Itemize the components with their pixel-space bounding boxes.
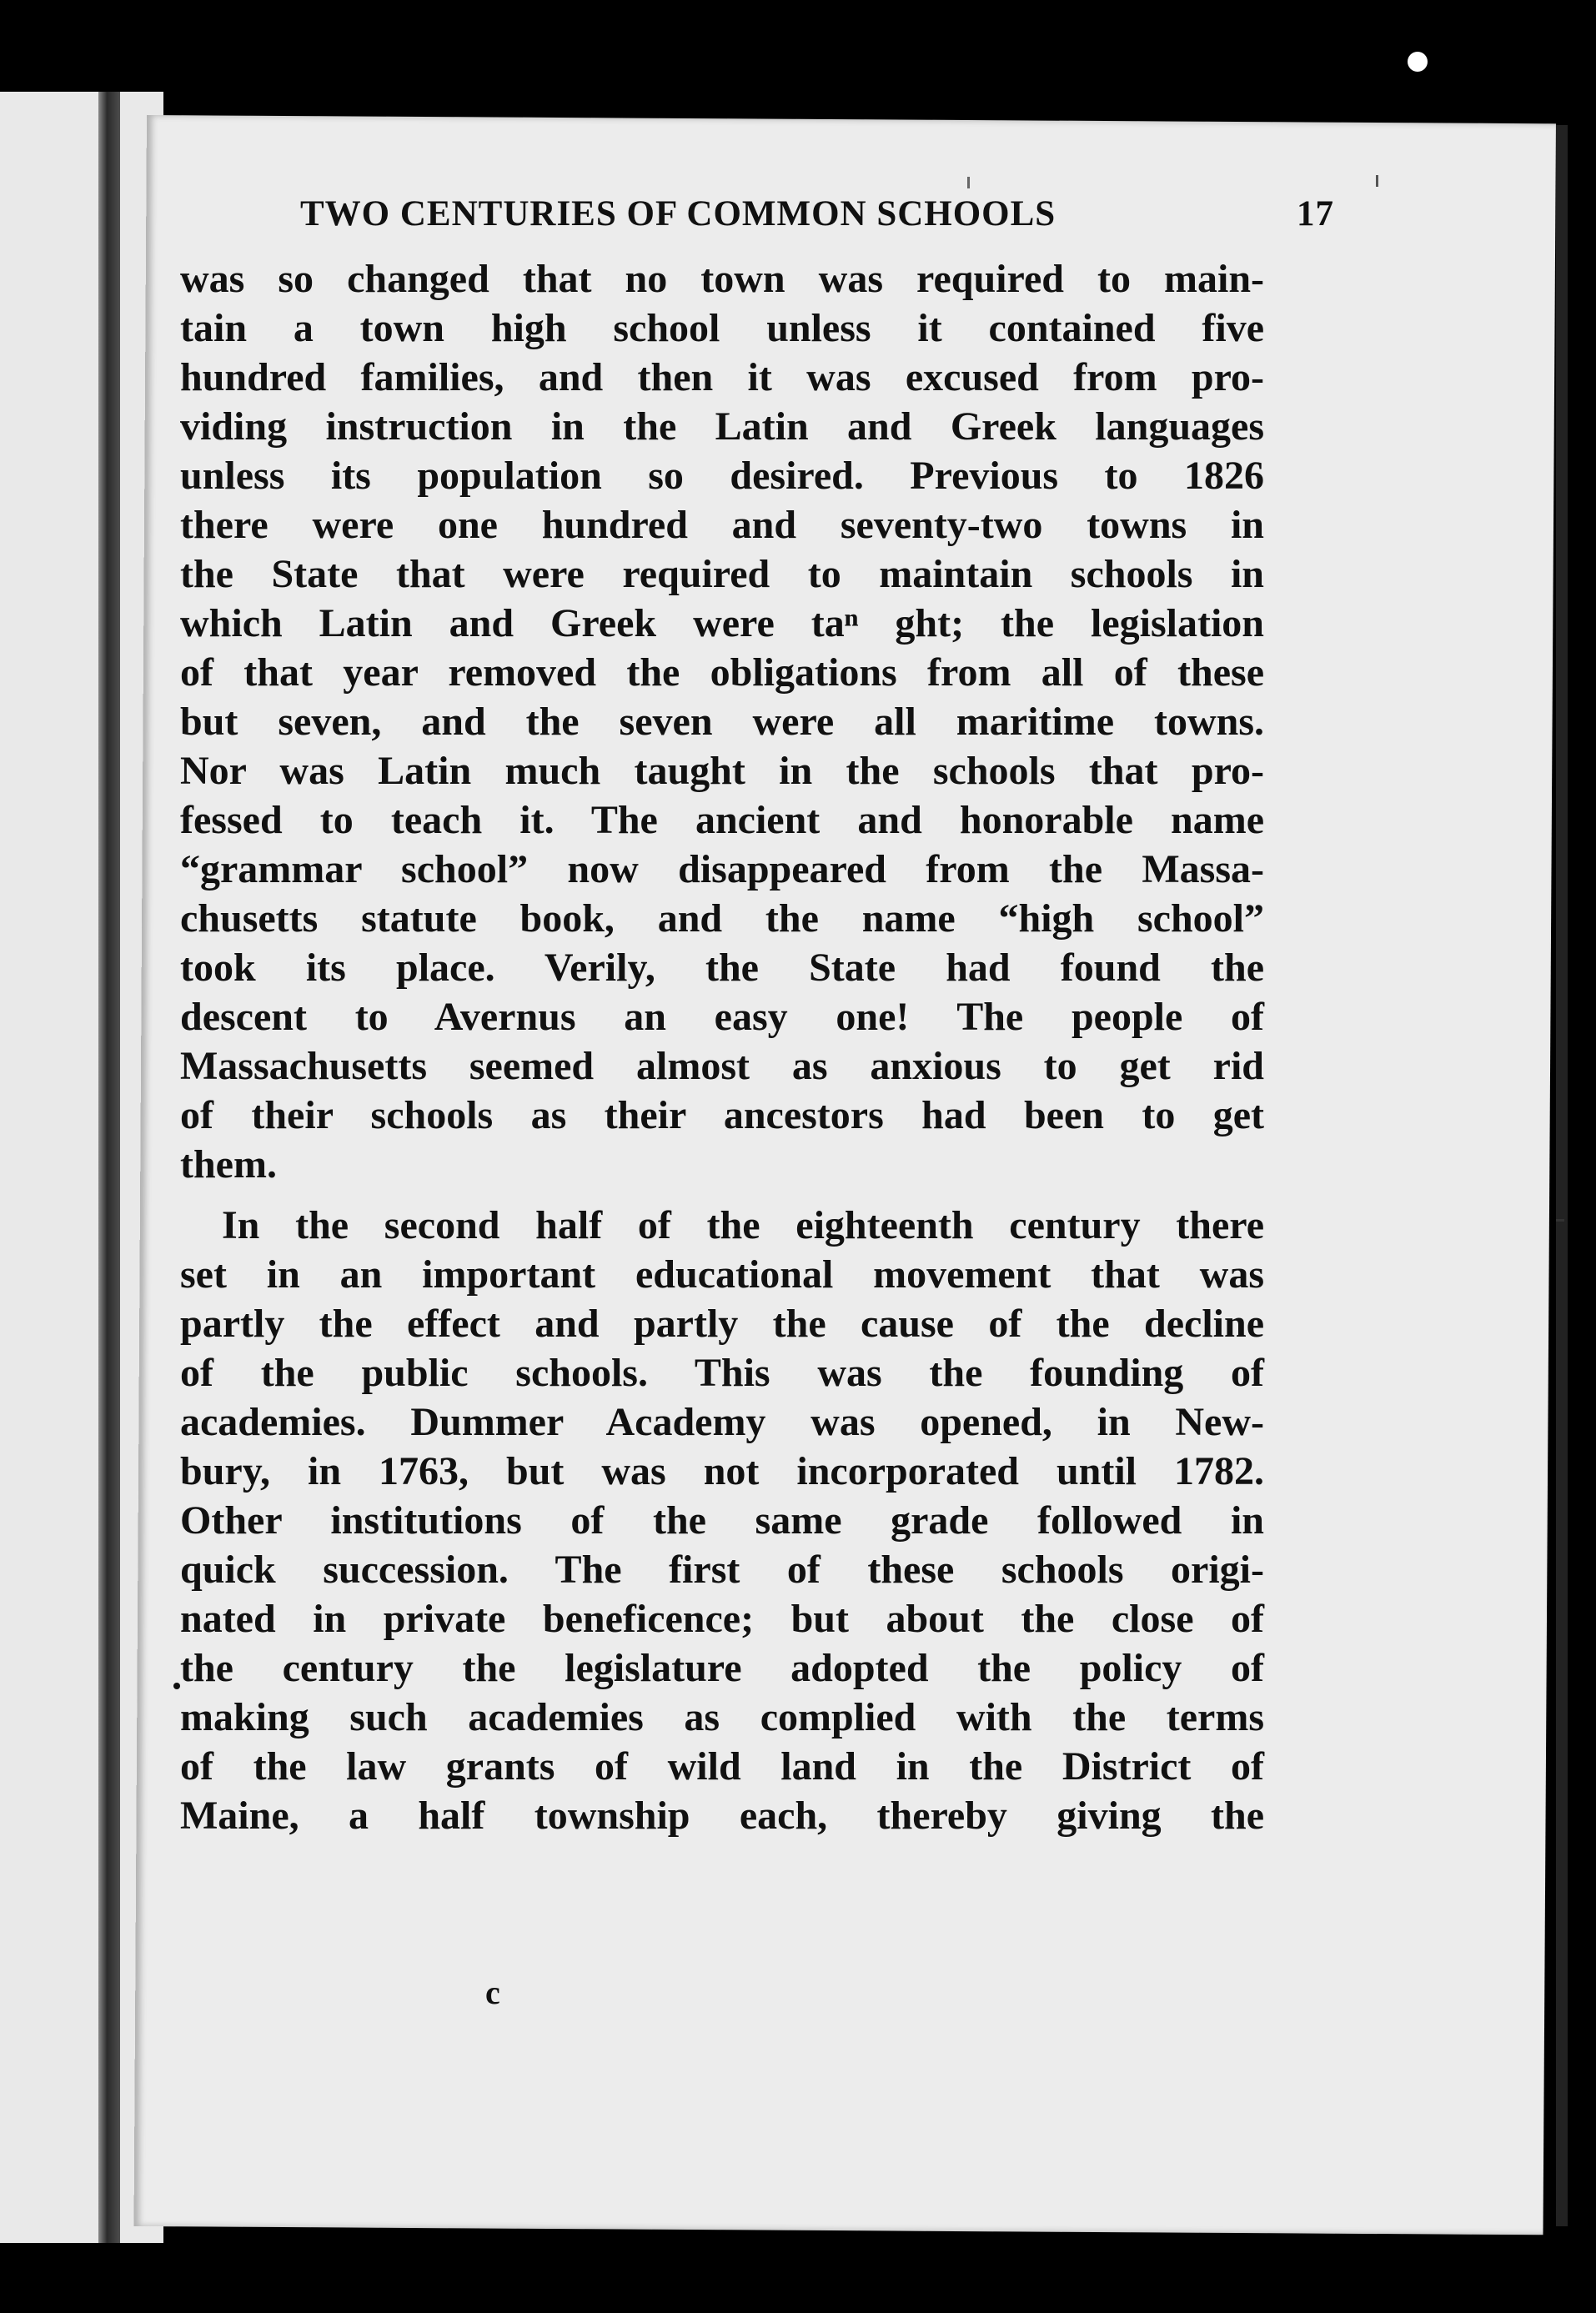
text-line: nated in private beneficence; but about the close of [180,1597,1264,1641]
text-line: tain a town high school unless it contained five [180,306,1264,350]
text-line: bury, in 1763, but was not incorporated until 1782. [180,1449,1264,1493]
dust-speck [1408,52,1428,72]
text-line: academies. Dummer Academy was opened, in New- [180,1400,1264,1444]
running-head [300,193,1334,234]
text-line: the century the legislature adopted the policy of [180,1646,1264,1690]
text-line: took its place. Verily, the State had found the [180,946,1264,990]
text-line: unless its population so desired. Previous to 1826 [180,454,1264,498]
paragraph-gap [180,1189,1264,1201]
text-line: In the second half of the eighteenth century there [222,1203,1264,1247]
text-line: was so changed that no town was required to main- [180,257,1264,301]
page-number: 17 [1297,194,1334,233]
text-line: of the public schools. This was the founding of [180,1351,1264,1395]
text-line: but seven, and the seven were all maritime towns. [180,700,1264,744]
text-line: quick succession. The first of these schools origi- [180,1548,1264,1592]
text-line: hundred families, and then it was excused from pro- [180,355,1264,399]
text-line: which Latin and Greek were taⁿ ght; the legislation [180,601,1264,645]
text-line: of their schools as their ancestors had been to get [180,1093,1264,1137]
text-line: there were one hundred and seventy-two towns in [180,503,1264,547]
text-line: Nor was Latin much taught in the schools that pro- [180,749,1264,793]
running-head-title: TWO CENTURIES OF COMMON SCHOOLS [300,194,1056,233]
page-edge-shadow [1556,125,1568,2226]
text-line: chusetts statute book, and the name “high school” [180,896,1264,941]
text-line: partly the effect and partly the cause of the decline [180,1302,1264,1346]
text-line: Massachusetts seemed almost as anxious to get rid [180,1044,1264,1088]
book-gutter [98,92,120,2243]
text-line: Other institutions of the same grade followed in [180,1498,1264,1543]
text-line: of the law grants of wild land in the District of [180,1744,1264,1789]
paragraph-1 [180,254,1264,1189]
text-line: viding instruction in the Latin and Greek languages [180,404,1264,449]
text-line: them. [180,1142,277,1187]
text-line: fessed to teach it. The ancient and honorable name [180,798,1264,842]
text-line: Maine, a half township each, thereby giving the [180,1794,1264,1838]
text-line: of that year removed the obligations from all of these [180,650,1264,695]
text-line: set in an important educational movement that was [180,1252,1264,1297]
text-line: making such academies as complied with the terms [180,1695,1264,1739]
body-text [180,254,1264,1840]
text-line: descent to Avernus an easy one! The people of [180,995,1264,1039]
paragraph-2 [180,1201,1264,1840]
text-line: the State that were required to maintain schools in [180,552,1264,596]
signature-mark: c [485,1974,500,2011]
text-line: “grammar school” now disappeared from the Massa- [180,847,1264,891]
